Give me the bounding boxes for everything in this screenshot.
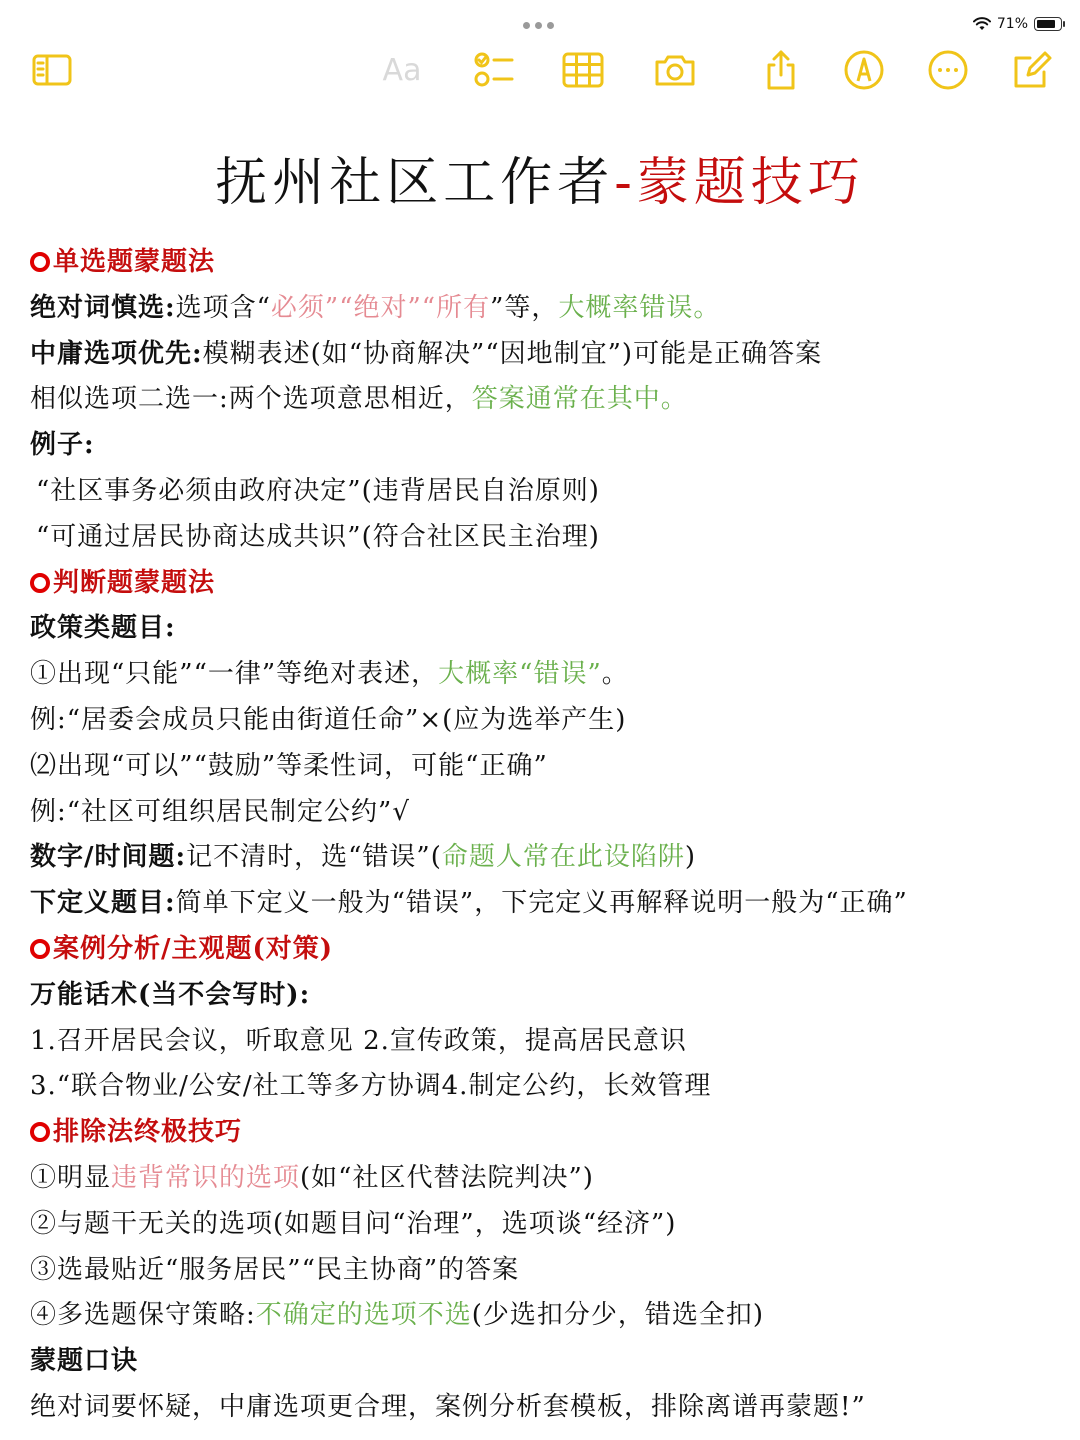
format-label: Aa (382, 52, 422, 88)
wifi-icon (973, 17, 991, 31)
table-button[interactable] (559, 46, 607, 94)
share-button[interactable] (757, 46, 805, 94)
note-line: 1.召开居民会议，听取意见 2.宣传政策，提高居民意识 (30, 1025, 687, 1056)
section-heading: 案例分析/主观题(对策) (30, 927, 1075, 973)
more-icon (926, 48, 970, 92)
circle-icon (30, 939, 50, 959)
battery-percent: 71% (996, 16, 1028, 32)
note-line: ②与题干无关的选项(如题目问“治理”，选项谈“经济”) (30, 1208, 677, 1239)
note-line: 绝对词要怀疑，中庸选项更合理，案例分析套模板，排除离谱再蒙题!” (30, 1391, 866, 1422)
note-line: 下定义题目:简单下定义一般为“错误”，下完定义再解释说明一般为“正确” (30, 888, 908, 919)
camera-button[interactable] (651, 46, 699, 94)
title-main: 抚州社区工作者 (215, 153, 615, 213)
note-line: 政策类题目: (30, 613, 176, 644)
note-line: ⑵出现“可以”“鼓励”等柔性词，可能“正确” (30, 750, 548, 781)
table-icon (561, 48, 605, 92)
checklist-button[interactable] (470, 46, 518, 94)
note-line: “社区事务必须由政府决定”(违背居民自治原则) (36, 475, 600, 506)
circle-icon (30, 1122, 50, 1142)
note-line: 万能话术(当不会写时): (30, 979, 311, 1010)
multitask-dots[interactable] (523, 22, 554, 29)
note-line: ①明显违背常识的选项(如“社区代替法院判决”) (30, 1162, 594, 1193)
note-line: 数字/时间题:记不清时，选“错误”(命题人常在此设陷阱) (30, 842, 697, 873)
section-heading: 判断题蒙题法 (30, 561, 1075, 607)
note-body[interactable] (30, 240, 1075, 1431)
note-line: 例子: (30, 430, 95, 461)
note-line: 例:“居委会成员只能由街道任命”×(应为选举产生) (30, 704, 627, 735)
sidebar-toggle-button[interactable] (28, 46, 76, 94)
page-title (0, 140, 1080, 215)
title-sub: -蒙题技巧 (614, 153, 865, 213)
note-line: 中庸选项优先:模糊表述(如“协商解决”“因地制宜”)可能是正确答案 (30, 338, 823, 369)
note-line: 相似选项二选一:两个选项意思相近，答案通常在其中。 (30, 384, 688, 415)
section-heading: 单选题蒙题法 (30, 240, 1075, 286)
note-line: 3.“联合物业/公安/社工等多方协调4.制定公约，长效管理 (30, 1071, 712, 1102)
markup-button[interactable] (840, 46, 888, 94)
note-line: 蒙题口诀 (30, 1346, 139, 1377)
compose-icon (1010, 48, 1054, 92)
note-line: ④多选题保守策略:不确定的选项不选(少选扣分少，错选全扣) (30, 1300, 765, 1331)
compose-button[interactable] (1008, 46, 1056, 94)
sidebar-icon (30, 48, 74, 92)
more-button[interactable] (924, 46, 972, 94)
checklist-icon (472, 48, 516, 92)
circle-icon (30, 573, 50, 593)
note-line: ①出现“只能”“一律”等绝对表述，大概率“错误”。 (30, 659, 629, 690)
format-button[interactable] (378, 46, 426, 94)
toolbar (0, 46, 1080, 96)
note-line: 例:“社区可组织居民制定公约”√ (30, 796, 410, 827)
note-line: 绝对词慎选:选项含“必须”“绝对”“所有”等，大概率错误。 (30, 292, 721, 323)
camera-icon (653, 48, 697, 92)
share-icon (759, 48, 803, 92)
note-line: “可通过居民协商达成共识”(符合社区民主治理) (36, 521, 600, 552)
pen-circle-icon (842, 48, 886, 92)
note-line: ③选最贴近“服务居民”“民主协商”的答案 (30, 1254, 520, 1285)
section-heading: 排除法终极技巧 (30, 1110, 1075, 1156)
battery-icon (1034, 17, 1062, 31)
circle-icon (30, 252, 50, 272)
status-bar (0, 10, 1080, 40)
